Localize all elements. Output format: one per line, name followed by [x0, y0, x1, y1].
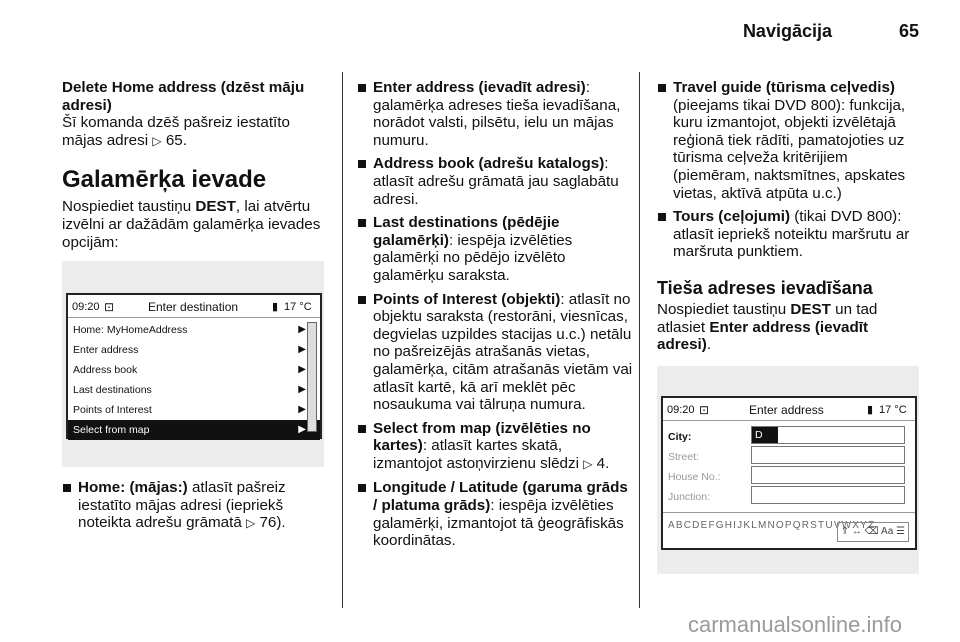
- clock: 09:20: [72, 301, 100, 314]
- list-item: Select from map (izvēlēties no kartes): atlasīt kartes skatā, izmantojot astoņvirzienu slēdzi ▷ 4.: [357, 420, 635, 474]
- menu-item-home[interactable]: Home: MyHomeAddress ▶: [68, 320, 320, 340]
- navigation-icon: ⊡: [104, 300, 115, 315]
- column-1: [62, 79, 330, 539]
- street-field[interactable]: Street:: [663, 444, 915, 464]
- page-title: Navigācija: [742, 21, 832, 41]
- list-item: Longitude / Latitude (garuma grāds / platuma grāds): iespēja izvēlēties galamērķi, izmantojot tā ģeogrāfiskās koordinātas.: [357, 479, 635, 549]
- menu-item-select-from-map[interactable]: Select from map ▶: [68, 420, 320, 440]
- chevron-right-icon: ▶: [298, 324, 306, 336]
- watermark: carmanualsonline.info: [687, 612, 902, 637]
- list-item: Last destinations (pēdējie galamērķi): iespēja izvēlēties galamērķi no pēdējo izvēlēto galamērķu saraksta.: [357, 214, 635, 284]
- list-item: Address book (adrešu katalogs): atlasīt adrešu grāmatā jau saglabātu adresi.: [357, 155, 635, 208]
- clock: 09:20: [667, 403, 695, 416]
- bullet-icon: [358, 160, 366, 168]
- navigation-icon: ⊡: [699, 402, 710, 417]
- chevron-right-icon: ▶: [298, 424, 306, 436]
- screen-title: Enter address: [749, 402, 824, 417]
- bullet-icon: [63, 484, 71, 492]
- screen-topbar: [68, 295, 320, 318]
- city-value: D: [752, 427, 778, 443]
- screen-title: Enter destination: [148, 300, 239, 315]
- menu-item-last-destinations[interactable]: Last destinations ▶: [68, 380, 320, 400]
- city-field[interactable]: City: D: [663, 424, 915, 444]
- bullet-icon: [358, 484, 366, 492]
- screen-topbar: [663, 398, 915, 421]
- page-header: [0, 0, 960, 50]
- bullet-icon: [658, 84, 666, 92]
- delete-home-text: Šī komanda dzēš pašreiz iestatīto mājas adresi ▷ 65.: [62, 114, 290, 149]
- chevron-right-icon: ▶: [298, 344, 306, 356]
- intro-text: Nospiediet taustiņu DEST un tad atlasiet Enter address (ievadīt adresi).: [657, 300, 878, 354]
- list-item: Points of Interest (objekti): atlasīt no objektu saraksta (restorāni, viesnīcas, degvielas uzpildes stacijas u.c.) netālu no pašreizējās atrašanās vietas, galamērķa, citām atrašanās vietām vai atlasīt kartē, kā arī meklēt pēc nosaukuma vai tālruņa numura.: [357, 291, 635, 414]
- chevron-right-icon: ▶: [298, 384, 306, 396]
- list-item: Travel guide (tūrisma ceļvedis) (pieejams tikai DVD 800): funkcija, kuru izmantojot, objekti izvēlētajā reģionā tiek rādīti, pamatojoties uz tūrisma ceļveža kritērijiem (piemēram, naktsmītnes, apskates vietas, aktīvā atpūta u.c.): [657, 79, 925, 202]
- column-2: [357, 79, 635, 556]
- junction-field[interactable]: Junction:: [663, 484, 915, 504]
- list-item: Home: (mājas:) atlasīt pašreiz iestatīto mājas adresi (iepriekš noteikta adrešu grāmatā ▷ 76).: [62, 479, 330, 533]
- column-3: [657, 79, 925, 574]
- bullet-icon: [358, 296, 366, 304]
- house-number-field[interactable]: House No.:: [663, 464, 915, 484]
- column-divider: [342, 72, 343, 608]
- delete-home-title: Delete Home address (dzēst māju adresi): [62, 79, 305, 114]
- list-item: Enter address (ievadīt adresi): galamērķa adreses tieša ievadīšana, norādot valsti, pilsētu, ielu un mājas numuru.: [357, 79, 635, 149]
- temperature: 17 °C: [284, 301, 312, 314]
- bullet-icon: [358, 425, 366, 433]
- section-heading: Galamērķa ievade: [62, 166, 267, 194]
- enter-destination-screenshot: [62, 261, 324, 467]
- chevron-right-icon: ▶: [298, 404, 306, 416]
- menu-item-enter-address[interactable]: Enter address ▶: [68, 340, 320, 360]
- thermometer-icon: ▮: [272, 301, 279, 314]
- bullet-icon: [358, 84, 366, 92]
- page-ref-icon: ▷: [152, 133, 162, 148]
- letter-keyboard[interactable]: ABCDEFGHIJKLMNOPQRSTUVWXYZ: [663, 512, 915, 539]
- section-heading: Tieša adreses ievadīšana: [657, 277, 873, 298]
- column-divider: [639, 72, 640, 608]
- temperature: 17 °C: [879, 403, 907, 416]
- page-number: 65: [898, 21, 919, 41]
- intro-text: Nospiediet taustiņu DEST, lai atvērtu izvēlni ar dažādām galamērķa ievades opcijām:: [62, 198, 321, 251]
- menu-item-points-of-interest[interactable]: Points of Interest ▶: [68, 400, 320, 420]
- bullet-icon: [658, 213, 666, 221]
- bullet-icon: [358, 219, 366, 227]
- scrollbar[interactable]: [307, 322, 317, 432]
- keyboard-function-keys[interactable]: ⇑ ↔ ⌫ Aa ☰: [837, 522, 909, 542]
- list-item: Tours (ceļojumi) (tikai DVD 800): atlasīt iepriekš noteiktu maršrutu ar maršruta punktiem.: [657, 208, 925, 261]
- menu-item-address-book[interactable]: Address book ▶: [68, 360, 320, 380]
- thermometer-icon: ▮: [867, 403, 874, 416]
- chevron-right-icon: ▶: [298, 364, 306, 376]
- page-ref-icon: ▷: [246, 516, 256, 531]
- enter-address-screenshot: [657, 366, 919, 574]
- page-ref-icon: ▷: [583, 456, 593, 471]
